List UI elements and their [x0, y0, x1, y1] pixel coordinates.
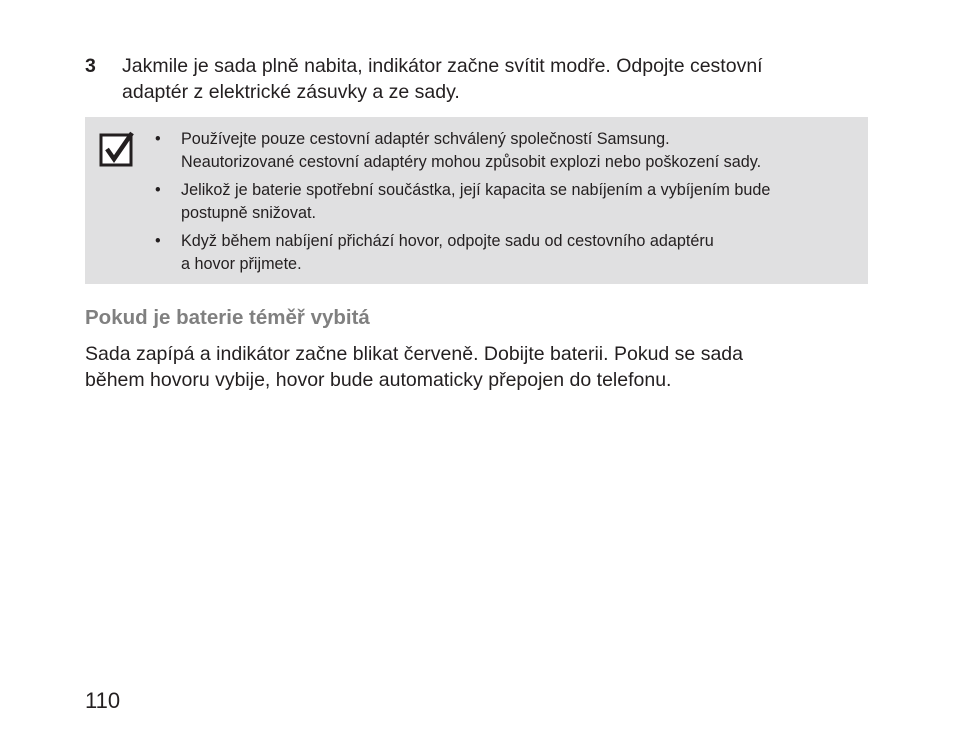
note-item [155, 128, 861, 174]
note-item-line: Neautorizované cestovní adaptéry mohou způsobit explozi nebo poškození sady. [181, 153, 762, 171]
note-item [155, 179, 861, 225]
note-item-line: Jelikož je baterie spotřební součástka, její kapacita se nabíjením a vybíjením bude [181, 181, 771, 199]
bullet: • [155, 181, 161, 199]
section-body-line: během hovoru vybije, hovor bude automaticky přepojen do telefonu. [85, 369, 672, 391]
step-text-line: Jakmile je sada plně nabita, indikátor začne svítit modře. Odpojte cestovní [122, 55, 763, 77]
section-body-line: Sada zapípá a indikátor začne blikat červeně. Dobijte baterii. Pokud se sada [85, 343, 743, 365]
bullet: • [155, 232, 161, 250]
note-item-line: a hovor přijmete. [181, 255, 302, 273]
note-box [85, 117, 868, 284]
note-list [155, 128, 861, 281]
step-3 [85, 53, 865, 105]
note-item-line: Když během nabíjení přichází hovor, odpojte sadu od cestovního adaptéru [181, 232, 714, 250]
checkbox-check-icon [99, 131, 135, 167]
note-item-line: Používejte pouze cestovní adaptér schválený společností Samsung. [181, 130, 670, 148]
bullet: • [155, 130, 161, 148]
step-number: 3 [85, 55, 96, 77]
step-text-line: adaptér z elektrické zásuvky a ze sady. [122, 81, 460, 103]
note-item [155, 230, 861, 276]
page-number: 110 [85, 688, 121, 713]
step-text [122, 53, 865, 105]
section-body [85, 341, 865, 393]
note-item-line: postupně snižovat. [181, 204, 316, 222]
section-heading: Pokud je baterie téměř vybitá [85, 306, 370, 329]
